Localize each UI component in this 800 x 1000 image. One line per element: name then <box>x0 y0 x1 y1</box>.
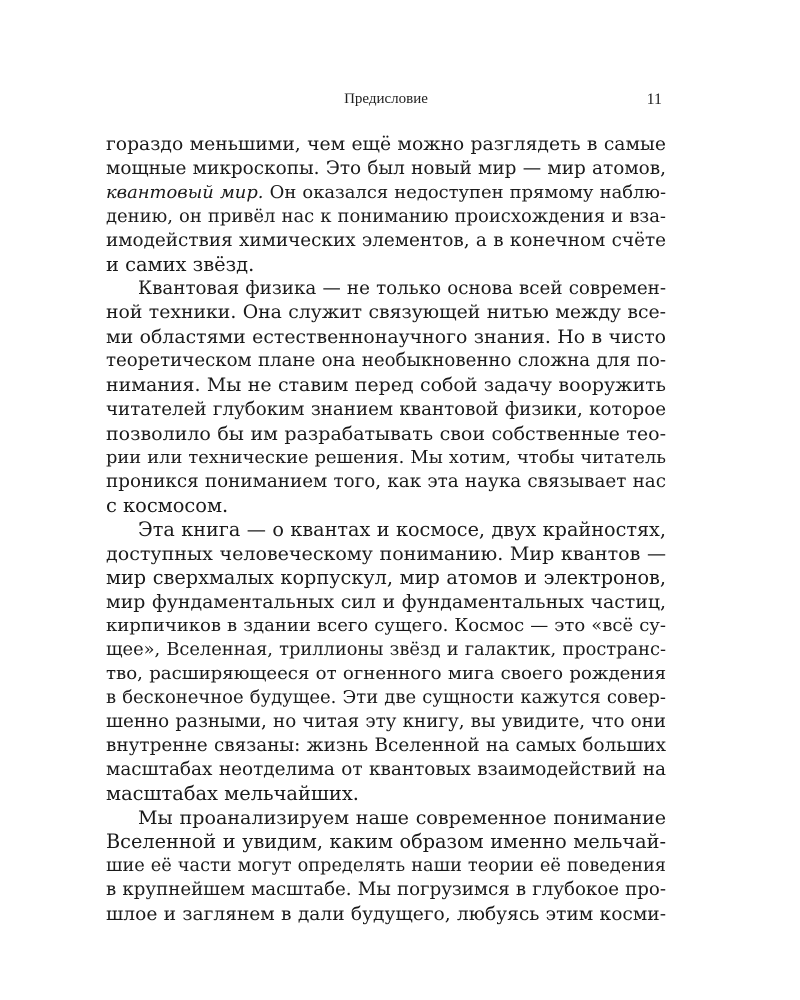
page-number: 11 <box>646 91 662 108</box>
text-line: ной техники. Она служит связующей нитью между все- <box>106 302 666 324</box>
emphasis-term: квантовый мир. <box>106 182 264 204</box>
text-line: читателей глубоким знанием квантовой физики, которое <box>106 398 666 420</box>
text-line: ми областями естественнонаучного знания. Но в чисто <box>106 326 666 349</box>
text-line: мир фундаментальных сил и фундаментальных частиц, <box>106 590 666 613</box>
text-line: масштабах неотделима от квантовых взаимодействий на <box>106 759 666 781</box>
text-line: квантовый мир. Он оказался недоступен прямому наблю- <box>106 182 666 204</box>
text-line: в бесконечное будущее. Эти две сущности кажутся совер- <box>106 687 666 709</box>
text-line: шие её части могут определять наши теории её поведения <box>106 856 666 877</box>
body-text <box>106 133 666 927</box>
text-line: шенно разными, но читая эту книгу, вы увидите, что они <box>106 711 666 733</box>
running-head <box>106 91 666 111</box>
text-line: с космосом. <box>106 493 229 517</box>
text-line: и самих звёзд. <box>106 253 255 277</box>
text-line: дению, он привёл нас к пониманию происхождения и вза- <box>106 206 666 228</box>
text-line: мир сверхмалых корпускул, мир атомов и электронов, <box>106 565 666 589</box>
text-line: проникся пониманием того, как эта наука связывает нас <box>106 470 666 492</box>
text-line: в крупнейшем масштабе. Мы погрузимся в глубокое про- <box>106 879 666 901</box>
text-line: кирпичиков в здании всего сущего. Космос — это «всё су- <box>106 614 666 636</box>
chapter-title: Предисловие <box>344 91 428 107</box>
text-line: доступных человеческому пониманию. Мир квантов — <box>106 542 666 565</box>
text-line: позволило бы им разрабатывать свои собственные тео- <box>106 422 666 445</box>
text-line: Квантовая физика — не только основа всей современ- <box>138 278 666 300</box>
text-line: Вселенной и увидим, каким образом именно мельчай- <box>106 830 666 854</box>
text-line: тво, расширяющееся от огненного мига своего рождения <box>106 663 666 685</box>
text-line: шлое и заглянем в дали будущего, любуясь этим косми- <box>106 903 666 925</box>
text-line: Эта книга — о квантах и космосе, двух крайностях, <box>138 517 666 541</box>
text-line: теоретическом плане она необыкновенно сложна для по- <box>106 350 666 372</box>
text-line: нимания. Мы не ставим перед собой задачу вооружить <box>106 374 666 397</box>
text-line: мощные микроскопы. Это был новый мир — мир атомов, <box>106 158 666 180</box>
text-line: гораздо меньшими, чем ещё можно разглядеть в самые <box>106 134 666 155</box>
text-line: рии или технические решения. Мы хотим, чтобы читатель <box>106 446 666 468</box>
text-line: внутренне связаны: жизнь Вселенной на самых больших <box>106 735 666 757</box>
text-line: имодействия химических элементов, а в конечном счёте <box>106 230 666 252</box>
text-line: Мы проанализируем наше современное понимание <box>138 806 666 830</box>
text-line: щее», Вселенная, триллионы звёзд и галактик, пространс- <box>106 638 666 660</box>
text-line: масштабах мельчайших. <box>106 782 359 806</box>
